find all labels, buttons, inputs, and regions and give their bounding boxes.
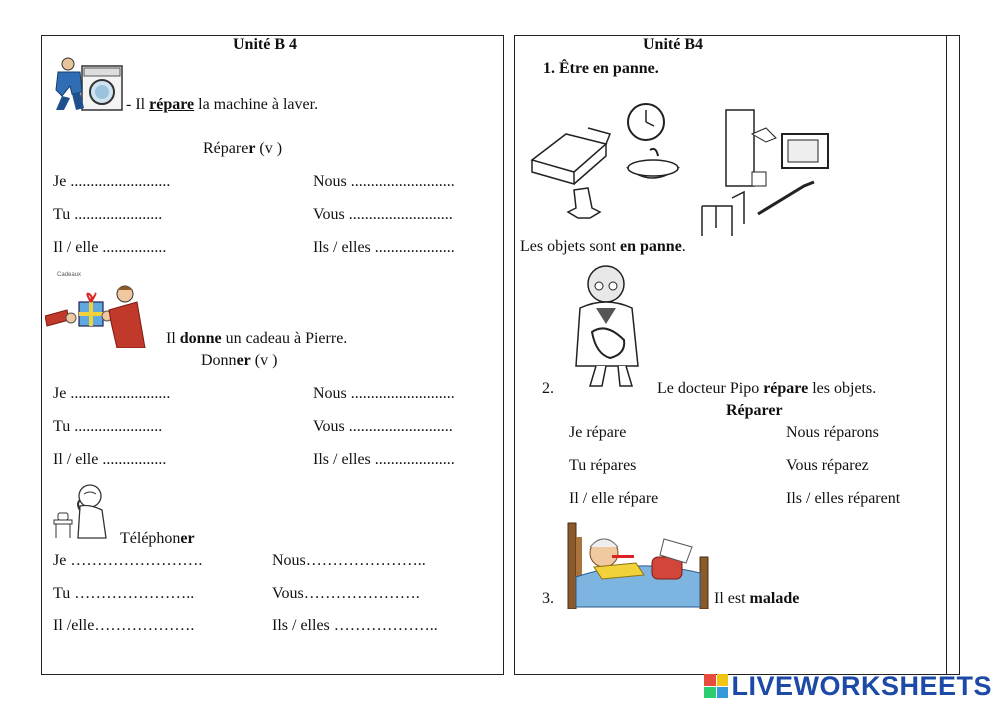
left-sentence-2: Il donne un cadeau à Pierre.	[166, 330, 348, 347]
conj-row[interactable]: Vous ..........................	[313, 206, 453, 223]
conj-row: Tu répares	[569, 457, 637, 474]
liveworksheets-logo[interactable]	[704, 671, 992, 701]
conj-row[interactable]: Tu …………………..	[53, 585, 195, 602]
conj-row[interactable]: Tu ......................	[53, 418, 163, 435]
section-2-number: 2.	[542, 380, 554, 397]
conj-row[interactable]: Il /elle……………….	[53, 617, 195, 634]
conj-row[interactable]: Nous ..........................	[313, 385, 455, 402]
conj-row[interactable]: Vous………………….	[272, 585, 420, 602]
small-caption: Cadeaux	[57, 272, 82, 278]
conj-row: Il / elle répare	[569, 490, 659, 507]
conj-row[interactable]: Ils / elles ....................	[313, 239, 455, 256]
conj-row: Ils / elles réparent	[786, 490, 901, 507]
right-sentence-2: Le docteur Pipo répare les objets.	[657, 380, 877, 397]
gift-giving-icon	[45, 280, 150, 348]
verb-reparer-label: Réparer (v )	[203, 140, 283, 157]
right-page-outer	[945, 35, 960, 675]
conj-row: Je répare	[569, 424, 627, 441]
sick-man-in-bed-icon	[564, 517, 712, 609]
conj-row[interactable]: Nous ..........................	[313, 173, 455, 190]
section-3-number: 3.	[542, 590, 554, 607]
conj-row[interactable]: Ils / elles ....................	[313, 451, 455, 468]
verb-reparer-title: Réparer	[726, 402, 783, 419]
conj-row[interactable]: Je …………………….	[53, 552, 203, 569]
broken-objects-icon	[526, 98, 836, 236]
left-sentence-1: - Il répare la machine à laver.	[126, 96, 319, 113]
liveworksheets-wordmark: LIVEWORKSHEETS	[731, 670, 992, 701]
conj-row[interactable]: Il / elle ................	[53, 239, 167, 256]
conj-row[interactable]: Vous ..........................	[313, 418, 453, 435]
section-1-heading: 1. Être en panne.	[543, 60, 659, 77]
repairman-washing-machine-icon	[52, 56, 126, 114]
right-sentence-3: Il est malade	[714, 590, 800, 607]
right-title: Unité B4	[643, 36, 703, 53]
conj-row: Vous réparez	[786, 457, 869, 474]
left-title: Unité B 4	[233, 36, 297, 53]
man-telephoning-icon	[50, 480, 112, 542]
conj-row[interactable]: Ils / elles ………………..	[272, 617, 438, 634]
conj-row[interactable]: Tu ......................	[53, 206, 163, 223]
liveworksheets-icon	[704, 674, 728, 698]
conj-row: Nous réparons	[786, 424, 879, 441]
doctor-repairing-icon	[566, 262, 648, 392]
conj-row[interactable]: Il / elle ................	[53, 451, 167, 468]
conj-row[interactable]: Nous…………………..	[272, 552, 426, 569]
right-sentence-1: Les objets sont en panne.	[520, 238, 686, 255]
verb-donner-label: Donner (v )	[201, 352, 278, 369]
conj-row[interactable]: Je .........................	[53, 385, 171, 402]
conj-row[interactable]: Je .........................	[53, 173, 171, 190]
verb-telephoner-label: Téléphoner	[120, 530, 195, 547]
